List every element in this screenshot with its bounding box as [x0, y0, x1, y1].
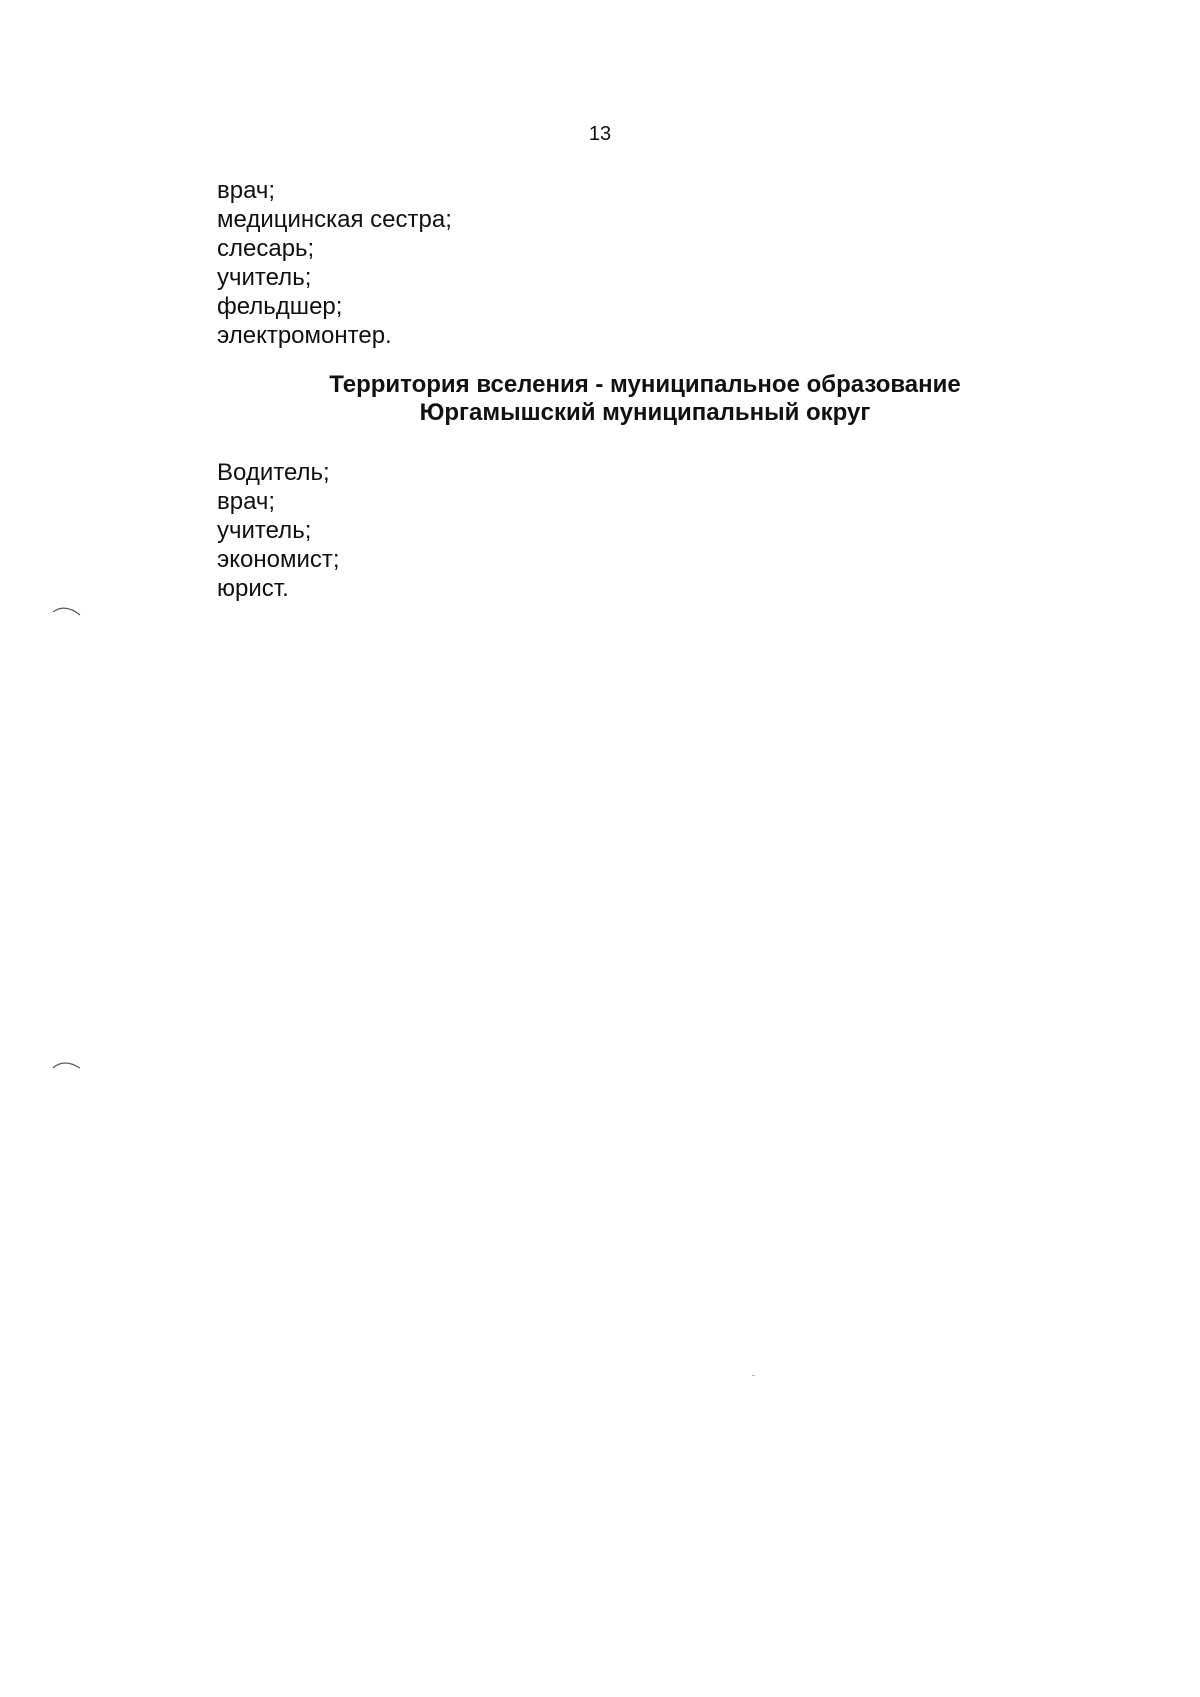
- list-item: врач;: [217, 177, 276, 204]
- scan-mark: [52, 603, 82, 617]
- list-item: учитель;: [217, 517, 312, 544]
- heading-line-1: Территория вселения - муниципальное образование: [329, 371, 961, 398]
- section-heading: [0, 371, 1200, 427]
- list-item: юрист.: [217, 575, 289, 602]
- page-number: 13: [588, 123, 612, 145]
- list-item: Водитель;: [217, 459, 330, 486]
- list-item: медицинская сестра;: [217, 206, 452, 233]
- list-item: фельдшер;: [217, 293, 343, 320]
- heading-line-2: Юргамышский муниципальный округ: [419, 399, 871, 426]
- list-item: учитель;: [217, 264, 312, 291]
- list-item: экономист;: [217, 546, 340, 573]
- list-item: врач;: [217, 488, 276, 515]
- profession-list-top: [217, 176, 452, 350]
- profession-list-bottom: [217, 458, 340, 603]
- list-item: слесарь;: [217, 235, 315, 262]
- scan-mark: [52, 1057, 82, 1071]
- list-item: электромонтер.: [217, 322, 392, 349]
- scan-speck: [752, 1375, 755, 1376]
